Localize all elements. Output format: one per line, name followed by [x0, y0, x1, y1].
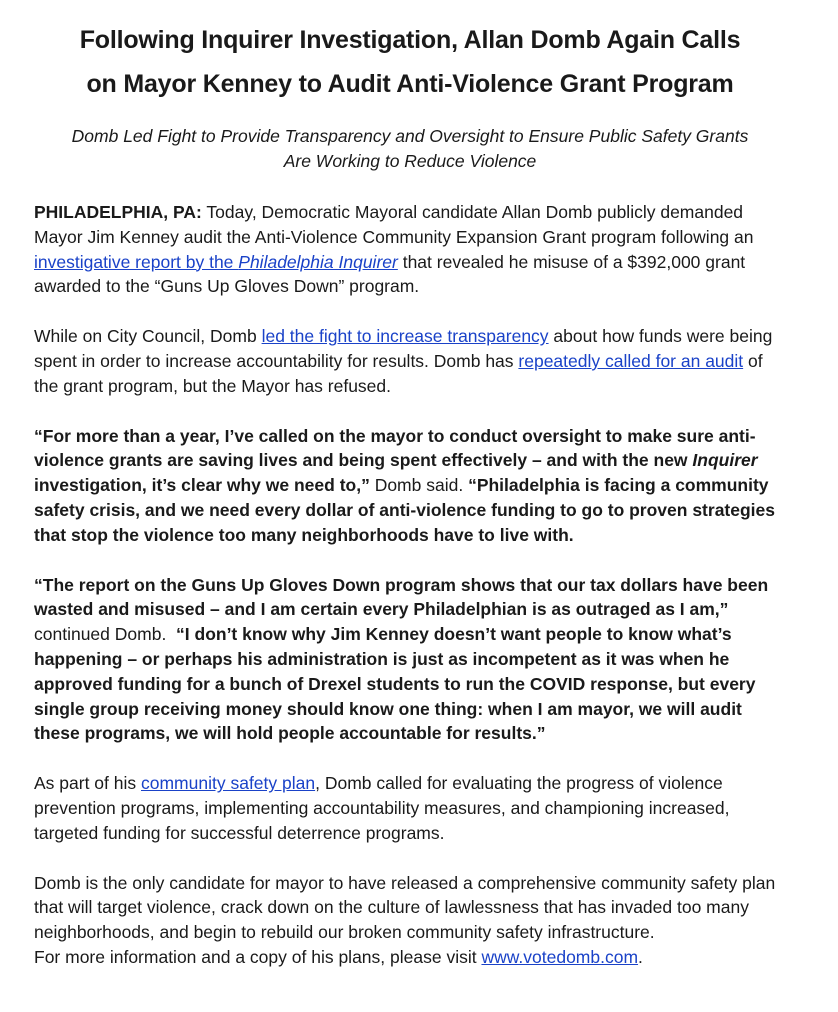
paragraph-text: As part of his: [34, 773, 141, 794]
paragraph-text: .: [638, 946, 643, 967]
paragraph-closing: [34, 871, 786, 970]
quote-text: “Philadelphia is facing a community safety crisis, and we need every dollar of anti-violence funding to go to proven strategies that stop the violence too many neighborhoods have to live with.: [34, 475, 776, 545]
link-text-italic: Philadelphia Inquirer: [238, 251, 398, 272]
paragraph-dateline: [34, 200, 786, 299]
paragraph-text: For more information and a copy of his plans, please visit: [34, 946, 482, 967]
paragraph-safety-plan: [34, 771, 786, 845]
subheadline-line-1: Domb Led Fight to Provide Transparency and Oversight to Ensure Public Safety Grants: [71, 126, 749, 146]
paragraph-text: that revealed he misuse of a $392,000 grant awarded to the “Guns Up Gloves Down” program.: [34, 251, 746, 297]
subheadline: [34, 124, 786, 174]
transparency-link[interactable]: led the fight to increase transparency: [261, 326, 549, 347]
paragraph-text: While on City Council, Domb: [34, 326, 262, 347]
link-text: investigative report by the: [34, 251, 239, 272]
audit-call-link[interactable]: repeatedly called for an audit: [518, 350, 744, 371]
headline: [34, 18, 786, 106]
closing-line: [34, 945, 786, 970]
paragraph-text: Domb is the only candidate for mayor to have released a comprehensive community safety plan that will target violence, crack down on the culture of lawlessness that has invaded too many neighborhoods, and begin to rebuild our broken community safety infrastructure.: [34, 872, 776, 943]
quote-text: investigation, it’s clear why we need to,”: [34, 475, 370, 496]
paragraph-text: Today, Democratic Mayoral candidate Allan Domb publicly demanded Mayor Jim Kenney audit the Anti-Violence Community Expansion Grant program following an: [34, 202, 754, 247]
quote-italic-text: Inquirer: [692, 450, 758, 471]
website-link[interactable]: www.votedomb.com: [481, 946, 639, 967]
paragraph-text: , Domb called for evaluating the progress of violence prevention programs, implementing accountability measures, and championing increased, targeted funding for successful deterrence programs.: [34, 773, 730, 843]
quote-text: “For more than a year, I’ve called on the mayor to conduct oversight to make sure anti-violence grants are saving lives and being spent effectively – and with the new: [34, 425, 756, 471]
paragraph-quote-2: [34, 573, 786, 747]
quote-text: “I don’t know why Jim Kenney doesn’t want people to know what’s happening – or perhaps his administration is just as incompetent as it was when he approved funding for a bunch of Drexel students to run the COVID response, but every single group receiving money should know one thing: when I am mayor, we will audit these programs, we will hold people accountable for results.”: [34, 624, 756, 744]
quote-text: “The report on the Guns Up Gloves Down program shows that our tax dollars have been wasted and misused – and I am certain every Philadelphian is as outraged as I am,”: [34, 574, 769, 620]
inquirer-report-link[interactable]: [34, 252, 398, 272]
paragraph-transparency: [34, 324, 786, 398]
headline-line-1: Following Inquirer Investigation, Allan Domb Again Calls: [79, 26, 741, 54]
subheadline-line-2: Are Working to Reduce Violence: [283, 151, 537, 171]
attribution: continued Domb.: [34, 599, 739, 645]
attribution: Domb said.: [369, 475, 469, 496]
community-safety-plan-link[interactable]: community safety plan: [141, 773, 316, 794]
dateline: PHILADELPHIA, PA:: [34, 202, 202, 222]
paragraph-text: about how funds were being spent in order to increase accountability for results. Domb has: [34, 326, 773, 371]
paragraph-text: of the grant program, but the Mayor has refused.: [34, 350, 763, 396]
headline-line-2: on Mayor Kenney to Audit Anti-Violence Grant Program: [86, 70, 734, 98]
paragraph-quote-1: [34, 424, 786, 548]
